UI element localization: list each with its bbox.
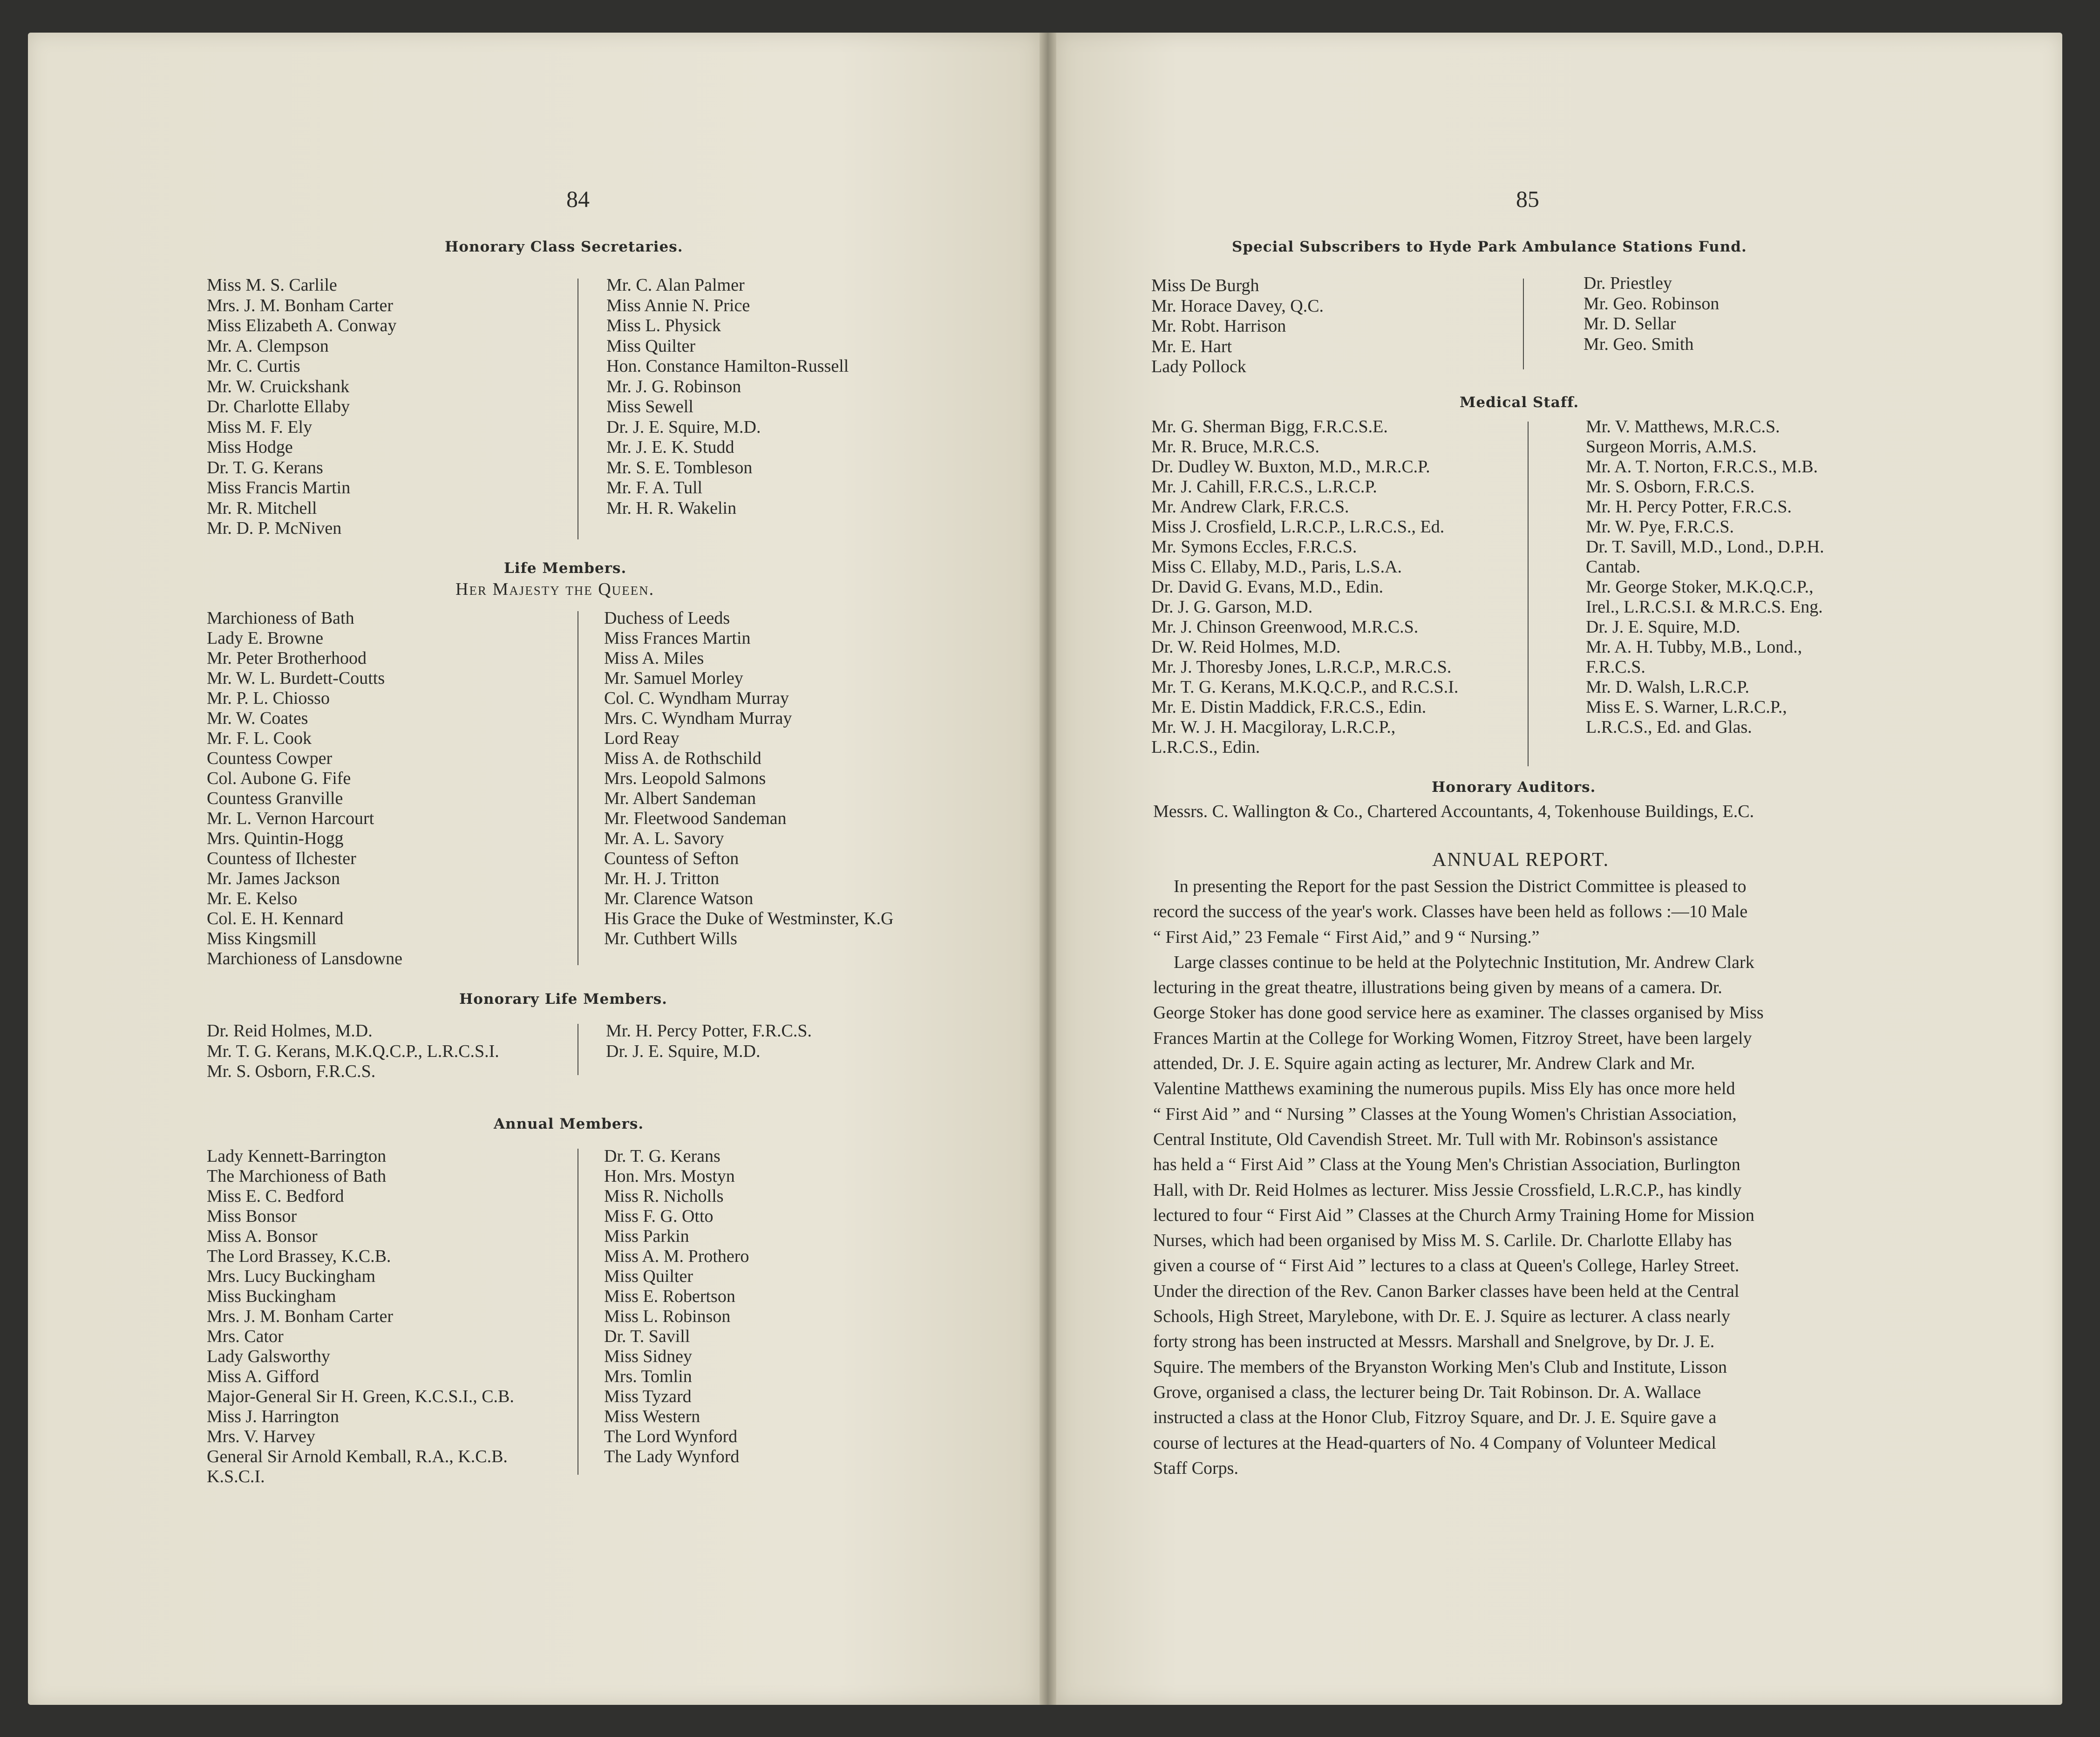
list-item: Mr. D. Sellar (1583, 314, 1676, 334)
list-item: Mr. J. Thoresby Jones, L.R.C.P., M.R.C.S. (1151, 657, 1452, 677)
list-item: The Lord Brassey, K.C.B. (207, 1247, 391, 1266)
list-item: Mrs. Leopold Salmons (604, 769, 766, 788)
list-honorary-life-col2 (606, 1021, 812, 1062)
report-line: has held a “ First Aid ” Class at the Young Men's Christian Association, Burlington (1153, 1155, 1740, 1175)
list-item: Mr. Albert Sandeman (604, 789, 756, 808)
list-item: Mr. Geo. Robinson (1583, 293, 1719, 313)
report-line: record the success of the year's work. Classes have been held as follows :—10 Male (1153, 902, 1748, 922)
list-item: Dr. David G. Evans, M.D., Edin. (1151, 577, 1384, 597)
list-item: Mr. Cuthbert Wills (604, 929, 737, 948)
list-item: Mr. V. Matthews, M.R.C.S. (1586, 417, 1780, 436)
report-line: given a course of “ First Aid ” lectures to a class at Queen's College, Harley Street. (1153, 1256, 1740, 1276)
list-item: Dr. Reid Holmes, M.D. (207, 1021, 373, 1041)
list-item: General Sir Arnold Kemball, R.A., K.C.B. (207, 1447, 508, 1466)
report-line: In presenting the Report for the past Session the District Committee is pleased to (1174, 877, 1747, 896)
list-item: Marchioness of Lansdowne (207, 949, 403, 968)
list-item: Cantab. (1586, 557, 1641, 577)
annual-report-title: ANNUAL REPORT. (1432, 849, 1610, 871)
list-item: Marchioness of Bath (207, 608, 354, 628)
book-gutter (1040, 33, 1056, 1705)
list-item: Miss A. M. Prothero (604, 1247, 749, 1266)
list-item: Irel., L.R.C.S.I. & M.R.C.S. Eng. (1586, 597, 1823, 617)
list-item: Dr. W. Reid Holmes, M.D. (1151, 637, 1341, 657)
list-item: Miss Buckingham (207, 1287, 336, 1306)
list-item: Miss Parkin (604, 1226, 689, 1246)
list-item: L.R.C.S., Ed. and Glas. (1586, 717, 1752, 737)
list-item: Col. E. H. Kennard (207, 909, 344, 928)
list-item: Mrs. Lucy Buckingham (207, 1267, 376, 1286)
list-item: Mr. T. G. Kerans, M.K.Q.C.P., L.R.C.S.I. (207, 1041, 499, 1061)
report-line: “ First Aid,” 23 Female “ First Aid,” and 9 “ Nursing.” (1153, 927, 1540, 947)
list-item: Mr. C. Alan Palmer (606, 275, 745, 295)
heading-medical-staff: Medical Staff. (1460, 394, 1579, 411)
list-item: Miss J. Crosfield, L.R.C.P., L.R.C.S., Ed. (1151, 517, 1445, 537)
report-line: Frances Martin at the College for Working Women, Fitzroy Street, have been largely (1153, 1028, 1752, 1048)
list-item: Miss Francis Martin (207, 478, 351, 497)
list-life-members-col1 (207, 608, 402, 969)
list-item: Miss Annie N. Price (606, 295, 750, 315)
report-line: Hall, with Dr. Reid Holmes as lecturer. Miss Jessie Crossfield, L.R.C.P., has kindly (1153, 1180, 1742, 1200)
list-item: Col. Aubone G. Fife (207, 769, 351, 788)
list-item: Lady Galsworthy (207, 1347, 330, 1366)
list-item: Dr. Charlotte Ellaby (207, 397, 350, 416)
list-item: Lady Pollock (1151, 357, 1246, 376)
list-item: Mr. W. L. Burdett-Coutts (207, 668, 385, 688)
report-line: Schools, High Street, Marylebone, with Dr. E. J. Squire as lecturer. A class nearly (1153, 1307, 1730, 1327)
list-item: Miss A. Bonsor (207, 1226, 318, 1246)
list-item: Mr. C. Curtis (207, 356, 300, 376)
list-item: Miss A. Miles (604, 648, 704, 668)
annual-report-body (1153, 874, 1764, 1481)
list-item: Mr. George Stoker, M.K.Q.C.P., (1586, 577, 1814, 597)
list-special-subscribers-col1 (1151, 276, 1324, 377)
list-item: Mrs. C. Wyndham Murray (604, 708, 792, 728)
list-item: Mr. H. R. Wakelin (606, 498, 737, 518)
list-item: The Lord Wynford (604, 1427, 738, 1446)
list-medical-staff-col2 (1586, 417, 1824, 737)
list-item: F.R.C.S. (1586, 657, 1645, 677)
list-item: Mr. F. L. Cook (207, 729, 312, 748)
list-class-secretaries-col1 (207, 275, 396, 539)
list-item: Mr. J. Cahill, F.R.C.S., L.R.C.P. (1151, 477, 1377, 497)
report-line: Squire. The members of the Bryanston Working Men's Club and Institute, Lisson (1153, 1357, 1727, 1377)
list-item: Miss C. Ellaby, M.D., Paris, L.S.A. (1151, 557, 1402, 577)
list-item: Mr. R. Mitchell (207, 498, 317, 518)
report-line: Under the direction of the Rev. Canon Barker classes have been held at the Central (1153, 1281, 1740, 1301)
list-item: Mr. Robt. Harrison (1151, 316, 1286, 336)
list-item: Dr. Dudley W. Buxton, M.D., M.R.C.P. (1151, 457, 1430, 477)
report-line: forty strong has been instructed at Messrs. Marshall and Snelgrove, by Dr. J. E. (1153, 1332, 1715, 1352)
list-item: Miss L. Physick (606, 316, 721, 335)
page-number-85: 85 (1516, 186, 1539, 212)
list-item: Major-General Sir H. Green, K.C.S.I., C.B. (207, 1387, 514, 1406)
list-annual-members-col1 (207, 1146, 514, 1487)
heading-special-subscribers: Special Subscribers to Hyde Park Ambulance Stations Fund. (1232, 238, 1747, 255)
list-item: Mr. S. Osborn, F.R.C.S. (207, 1062, 376, 1081)
list-item: Mr. W. Pye, F.R.C.S. (1586, 517, 1734, 537)
report-line: Nurses, which had been organised by Miss M. S. Carlile. Dr. Charlotte Ellaby has (1153, 1231, 1732, 1251)
list-item: Mr. James Jackson (207, 869, 340, 888)
list-item: Miss Frances Martin (604, 628, 751, 648)
list-item: Miss J. Harrington (207, 1407, 339, 1426)
list-item: Mrs. Quintin-Hogg (207, 829, 344, 848)
auditors-text: Messrs. C. Wallington & Co., Chartered Accountants, 4, Tokenhouse Buildings, E.C. (1153, 802, 1754, 821)
list-item: Mr. Andrew Clark, F.R.C.S. (1151, 497, 1349, 517)
list-item: Mr. L. Vernon Harcourt (207, 809, 374, 828)
list-item: K.S.C.I. (207, 1467, 265, 1486)
list-item: Miss R. Nicholls (604, 1186, 724, 1206)
list-item: Hon. Mrs. Mostyn (604, 1166, 735, 1186)
report-line: Central Institute, Old Cavendish Street. Mr. Tull with Mr. Robinson's assistance (1153, 1129, 1718, 1149)
list-item: Miss Elizabeth A. Conway (207, 316, 397, 335)
list-item: Mr. R. Bruce, M.R.C.S. (1151, 437, 1320, 456)
list-item: Miss Quilter (604, 1267, 693, 1286)
list-item: Mr. H. J. Tritton (604, 869, 720, 888)
report-line: Large classes continue to be held at the Polytechnic Institution, Mr. Andrew Clark (1174, 952, 1754, 972)
list-item: Dr. J. E. Squire, M.D. (1586, 617, 1740, 637)
list-honorary-life-col1 (207, 1021, 499, 1082)
list-item: Lord Reay (604, 729, 680, 748)
list-item: Mr. W. Cruickshank (207, 376, 350, 396)
report-line: “ First Aid ” and “ Nursing ” Classes at the Young Women's Christian Association, (1153, 1104, 1737, 1124)
list-item: Mr. S. E. Tombleson (606, 457, 753, 477)
list-item: Mr. H. Percy Potter, F.R.C.S. (606, 1021, 812, 1041)
list-item: Mr. G. Sherman Bigg, F.R.C.S.E. (1151, 417, 1388, 436)
heading-annual-members: Annual Members. (494, 1116, 644, 1132)
list-medical-staff-col1 (1151, 417, 1458, 757)
list-item: Miss Quilter (606, 336, 696, 356)
list-item: Hon. Constance Hamilton-Russell (606, 356, 849, 376)
list-item: Miss E. Robertson (604, 1287, 735, 1306)
list-item: Countess Granville (207, 789, 343, 808)
list-item: Mr. Clarence Watson (604, 889, 754, 908)
list-item: Miss Tyzard (604, 1387, 692, 1406)
list-life-members-col2 (604, 608, 894, 949)
report-line: lectured to four “ First Aid ” Classes at the Church Army Training Home for Mission (1153, 1205, 1754, 1225)
report-line: Staff Corps. (1153, 1458, 1238, 1478)
list-item: Dr. Priestley (1583, 273, 1672, 293)
list-class-secretaries-col2 (606, 275, 849, 518)
report-line: Grove, organised a class, the lecturer being Dr. Tait Robinson. Dr. A. Wallace (1153, 1382, 1701, 1402)
report-line: George Stoker has done good service here as examiner. The classes organised by Miss (1153, 1003, 1764, 1023)
heading-honorary-auditors: Honorary Auditors. (1432, 779, 1596, 796)
list-item: Dr. T. Savill (604, 1327, 690, 1346)
column-divider (1528, 422, 1529, 766)
list-item: Mr. W. J. H. Macgiloray, L.R.C.P., (1151, 717, 1396, 737)
list-item: Miss Bonsor (207, 1206, 297, 1226)
list-item: Mr. Fleetwood Sandeman (604, 809, 787, 828)
list-item: Dr. J. E. Squire, M.D. (606, 417, 761, 437)
list-item: Miss A. de Rothschild (604, 749, 761, 768)
list-item: Miss M. F. Ely (207, 417, 313, 437)
list-item: Miss Sewell (606, 397, 693, 416)
list-item: Mr. J. E. K. Studd (606, 437, 734, 457)
subheading-her-majesty: Her Majesty the Queen. (455, 579, 655, 599)
list-item: Mrs. Cator (207, 1327, 284, 1346)
list-item: Mr. S. Osborn, F.R.C.S. (1586, 477, 1755, 497)
list-item: Lady Kennett-Barrington (207, 1146, 387, 1166)
list-item: The Lady Wynford (604, 1447, 740, 1466)
list-item: Dr. T. G. Kerans (207, 457, 323, 477)
list-item: Dr. T. G. Kerans (604, 1146, 720, 1166)
list-item: Dr. J. E. Squire, M.D. (606, 1041, 761, 1061)
list-item: Miss A. Gifford (207, 1367, 319, 1386)
list-item: Miss Kingsmill (207, 929, 317, 948)
list-item: Mr. A. Clempson (207, 336, 329, 356)
list-item: Miss Western (604, 1407, 700, 1426)
list-item: Miss Sidney (604, 1347, 692, 1366)
list-item: Col. C. Wyndham Murray (604, 688, 789, 708)
list-item: Mr. E. Hart (1151, 336, 1232, 356)
list-special-subscribers-col2 (1583, 273, 1719, 354)
list-item: Surgeon Morris, A.M.S. (1586, 437, 1757, 456)
list-item: Miss Hodge (207, 437, 293, 457)
list-item: Mr. Horace Davey, Q.C. (1151, 296, 1324, 316)
list-item: His Grace the Duke of Westminster, K.G (604, 909, 894, 928)
list-item: Miss De Burgh (1151, 276, 1259, 295)
list-item: Mr. F. A. Tull (606, 478, 703, 497)
list-item: Mr. E. Kelso (207, 889, 298, 908)
report-line: instructed a class at the Honor Club, Fitzroy Square, and Dr. J. E. Squire gave a (1153, 1408, 1717, 1428)
report-line: lecturing in the great theatre, illustrations being given by means of a camera. Dr. (1153, 978, 1722, 998)
list-item: Miss L. Robinson (604, 1307, 731, 1326)
list-item: Miss E. C. Bedford (207, 1186, 344, 1206)
list-item: Mr. Symons Eccles, F.R.C.S. (1151, 537, 1357, 557)
list-item: Mrs. J. M. Bonham Carter (207, 295, 394, 315)
list-item: Mr. H. Percy Potter, F.R.C.S. (1586, 497, 1792, 517)
list-item: Countess Cowper (207, 749, 333, 768)
list-item: Mrs. J. M. Bonham Carter (207, 1307, 394, 1326)
list-item: Mr. A. H. Tubby, M.B., Lond., (1586, 637, 1802, 657)
list-item: Mr. W. Coates (207, 708, 308, 728)
column-divider (1523, 279, 1524, 369)
heading-life-members: Life Members. (504, 560, 627, 577)
list-item: Mr. A. L. Savory (604, 829, 724, 848)
list-item: Countess of Sefton (604, 849, 739, 868)
heading-honorary-life-members: Honorary Life Members. (459, 991, 667, 1008)
list-item: Miss E. S. Warner, L.R.C.P., (1586, 697, 1787, 717)
list-item: Mr. A. T. Norton, F.R.C.S., M.B. (1586, 457, 1818, 477)
list-item: Mr. J. Chinson Greenwood, M.R.C.S. (1151, 617, 1419, 637)
page-number-84: 84 (566, 186, 590, 212)
list-item: Mr. Samuel Morley (604, 668, 743, 688)
list-item: The Marchioness of Bath (207, 1166, 387, 1186)
list-item: Mr. E. Distin Maddick, F.R.C.S., Edin. (1151, 697, 1427, 717)
list-item: Mr. T. G. Kerans, M.K.Q.C.P., and R.C.S.I. (1151, 677, 1459, 697)
list-item: Mr. P. L. Chiosso (207, 688, 330, 708)
list-item: Mr. Peter Brotherhood (207, 648, 367, 668)
list-item: Mr. Geo. Smith (1583, 334, 1694, 354)
list-item: Mrs. Tomlin (604, 1367, 692, 1386)
report-line: Valentine Matthews examining the numerous pupils. Miss Ely has once more held (1153, 1079, 1735, 1099)
list-annual-members-col2 (604, 1146, 749, 1467)
list-item: Miss M. S. Carlile (207, 275, 337, 295)
list-item: Countess of Ilchester (207, 849, 356, 868)
list-item: Mr. D. Walsh, L.R.C.P. (1586, 677, 1749, 697)
list-item: Mr. J. G. Robinson (606, 376, 741, 396)
list-item: Dr. T. Savill, M.D., Lond., D.P.H. (1586, 537, 1824, 557)
list-item: Miss F. G. Otto (604, 1206, 714, 1226)
list-item: Dr. J. G. Garson, M.D. (1151, 597, 1313, 617)
list-item: Lady E. Browne (207, 628, 324, 648)
report-line: attended, Dr. J. E. Squire again acting as lecturer, Mr. Andrew Clark and Mr. (1153, 1054, 1695, 1074)
list-item: Mr. D. P. McNiven (207, 518, 342, 538)
heading-honorary-class-secretaries: Honorary Class Secretaries. (445, 238, 683, 255)
report-line: course of lectures at the Head-quarters of No. 4 Company of Volunteer Medical (1153, 1433, 1716, 1453)
list-item: Mrs. V. Harvey (207, 1427, 315, 1446)
list-item: L.R.C.S., Edin. (1151, 737, 1260, 757)
list-item: Duchess of Leeds (604, 608, 730, 628)
